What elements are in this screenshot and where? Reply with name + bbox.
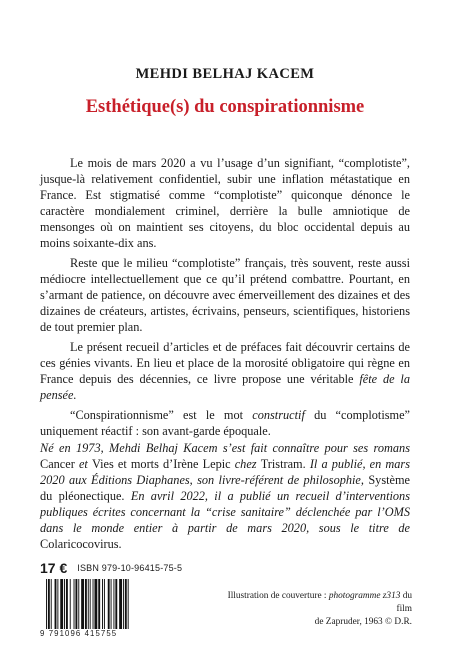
barcode-bar xyxy=(64,579,65,629)
blurb-paragraph-3-text: Le présent recueil d’articles et de préfaces fait découvrir certains de ces génies vivants. En lieu et place de la morosité obligatoire qui règne en France depuis des décennies, ce livre propose une véritable xyxy=(40,340,410,386)
credit-line-1 xyxy=(222,590,412,616)
blurb-paragraph-2: Reste que le milieu “complotiste” français, très souvent, reste aussi médiocre intellectuellement que ce qu’il prétend combattre. Pourtant, en s’armant de patience, on découvre avec émerveillement des dizaines et des dizaines de créateurs, artistes, écrivains, penseurs, scientifiques, historiens de tout premier plan. xyxy=(40,256,410,334)
credit-suffix: du film xyxy=(396,591,412,614)
barcode-bar xyxy=(55,579,57,629)
barcode-bar xyxy=(128,579,129,629)
barcode-bar xyxy=(94,579,97,629)
barcode-bar xyxy=(123,579,124,629)
barcode-bars xyxy=(46,579,168,629)
barcode-digits: 9 791096 415755 xyxy=(40,629,118,638)
bio-work-2: Vies et morts d’Irène Lepic xyxy=(91,457,231,471)
author-bio xyxy=(40,440,410,552)
bio-publisher: Tristram. xyxy=(260,457,306,471)
barcode-bar xyxy=(115,579,117,629)
barcode-bar xyxy=(119,579,122,629)
barcode-bar xyxy=(51,579,52,629)
price: 17 € xyxy=(40,560,68,576)
barcode-bar xyxy=(78,579,79,629)
price-isbn-row xyxy=(40,560,182,576)
bio-text-5: En avril 2022, il a publié un recueil d’interventions publiques écrites concernant la “crise sanitaire” déclenchée par l’OMS dans le monde entier à partir de mars 2020, sous le titre de xyxy=(40,489,410,535)
cover-illustration-credit xyxy=(222,590,412,629)
barcode-bar xyxy=(104,579,105,629)
barcode-bar xyxy=(98,579,100,629)
author-name: MEHDI BELHAJ KACEM xyxy=(135,66,315,82)
blurb xyxy=(40,155,410,443)
credit-prefix: Illustration de couverture : xyxy=(227,591,329,601)
bio-text-3: chez xyxy=(230,457,261,471)
barcode-bar xyxy=(46,579,47,629)
barcode-bar xyxy=(48,579,50,629)
barcode-bar xyxy=(88,579,89,629)
barcode-bar xyxy=(70,579,71,629)
bio-work-1: Cancer xyxy=(40,457,75,471)
bio-text-2: et xyxy=(74,457,92,471)
barcode xyxy=(40,579,168,639)
book-title: Esthétique(s) du conspirationnisme xyxy=(85,97,365,117)
barcode-bar xyxy=(90,579,91,629)
blurb-paragraph-4-emphasis: constructif xyxy=(252,408,305,422)
barcode-bar xyxy=(102,579,103,629)
credit-line-2: de Zapruder, 1963 © D.R. xyxy=(314,617,412,627)
barcode-bar xyxy=(75,579,77,629)
barcode-bar xyxy=(113,579,114,629)
blurb-paragraph-4-text: “Conspirationnisme” est le mot xyxy=(70,408,253,422)
barcode-bar xyxy=(108,579,110,629)
bio-work-4: Colaricocovirus. xyxy=(40,537,122,551)
barcode-bar xyxy=(125,579,127,629)
barcode-bar xyxy=(66,579,68,629)
blurb-paragraph-4-rest: du “complotisme” uniquement réactif : son avant-garde époquale. xyxy=(40,408,410,438)
barcode-bar xyxy=(74,579,75,629)
blurb-paragraph-1: Le mois de mars 2020 a vu l’usage d’un signifiant, “complotiste”, jusque-là relativement confidentiel, subir une inflation métastatique en France. Est stigmatisé comme “complotiste” quiconque dénonce le caractère mondialement criminel, derrière la bulle amniotique de mensonges où on maintient ses citoyens, du bloc occidental depuis au moins soixante-dix ans. xyxy=(40,156,410,250)
bio-work-3: Système du pléonectique. xyxy=(40,473,410,503)
barcode-bar xyxy=(57,579,58,629)
barcode-bar xyxy=(93,579,94,629)
blurb-paragraph-3-emphasis: fête de la pensée. xyxy=(40,372,410,402)
isbn: ISBN 979-10-96415-75-5 xyxy=(77,563,183,573)
barcode-bar xyxy=(60,579,63,629)
barcode-bar xyxy=(111,579,112,629)
blurb-paragraph-4 xyxy=(40,407,410,439)
barcode-bar xyxy=(85,579,87,629)
blurb-paragraph-3 xyxy=(40,339,410,403)
barcode-bar xyxy=(81,579,84,629)
bio-text-4: Il a publié, en mars 2020 aux Éditions Diaphanes, son livre-référent de philosophie, xyxy=(40,457,410,487)
bio-text-1: Né en 1973, Mehdi Belhaj Kacem s’est fait connaître pour ses romans xyxy=(40,441,410,455)
credit-emphasis: photogramme z313 xyxy=(328,591,401,601)
